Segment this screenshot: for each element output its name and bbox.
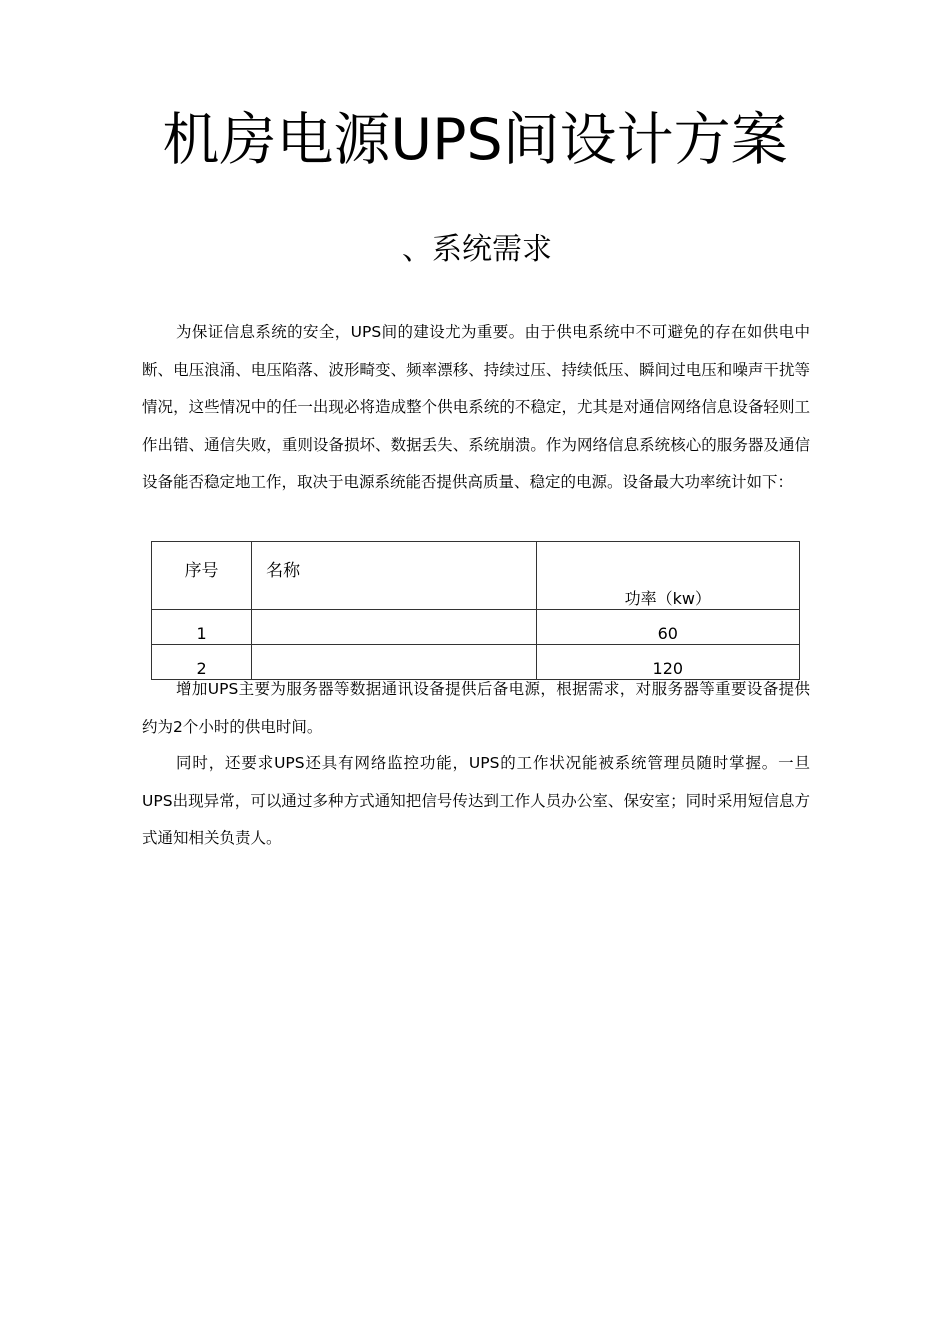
page-title: 机房电源UPS间设计方案 [162,107,788,173]
row-seq-cell: 2 [152,645,252,680]
section-heading: 、系统需求 [402,232,552,267]
power-statistics-table [151,541,800,680]
row-seq-cell: 1 [152,610,252,645]
row-power-cell: 120 [536,645,799,680]
intro-paragraph: 为保证信息系统的安全，UPS间的建设尤为重要。由于供电系统中不可避免的存在如供电中断、电压浪涌、电压陷落、波形畸变、频率漂移、持续过压、持续低压、瞬间过电压和噪声干扰等情况，这些情况中的任一出现必将造成整个供电系统的不稳定，尤其是对通信网络信息设备轻则工作出错、通信失败，重则设备损坏、数据丢失、系统崩溃。作为网络信息系统核心的服务器及通信设备能否稳定地工作，取决于电源系统能否提供高质量、稳定的电源。设备最大功率统计如下： [142,323,810,491]
row-name-cell [252,610,536,645]
ups-addition-paragraph: 增加UPS主要为服务器等数据通讯设备提供后备电源，根据需求，对服务器等重要设备提供约为2个小时的供电时间。 [142,680,810,736]
header-name-cell: 名称 [252,542,536,610]
header-power-cell: 功率（kw） [536,542,799,610]
monitoring-paragraph: 同时，还要求UPS还具有网络监控功能，UPS的工作状况能被系统管理员随时掌握。一旦UPS出现异常，可以通过多种方式通知把信号传达到工作人员办公室、保安室；同时采用短信息方式通知相关负责人。 [142,754,810,847]
header-seq-cell: 序号 [152,542,252,610]
table-header-row [152,542,800,610]
row-power-cell: 60 [536,610,799,645]
table-row [152,610,800,645]
